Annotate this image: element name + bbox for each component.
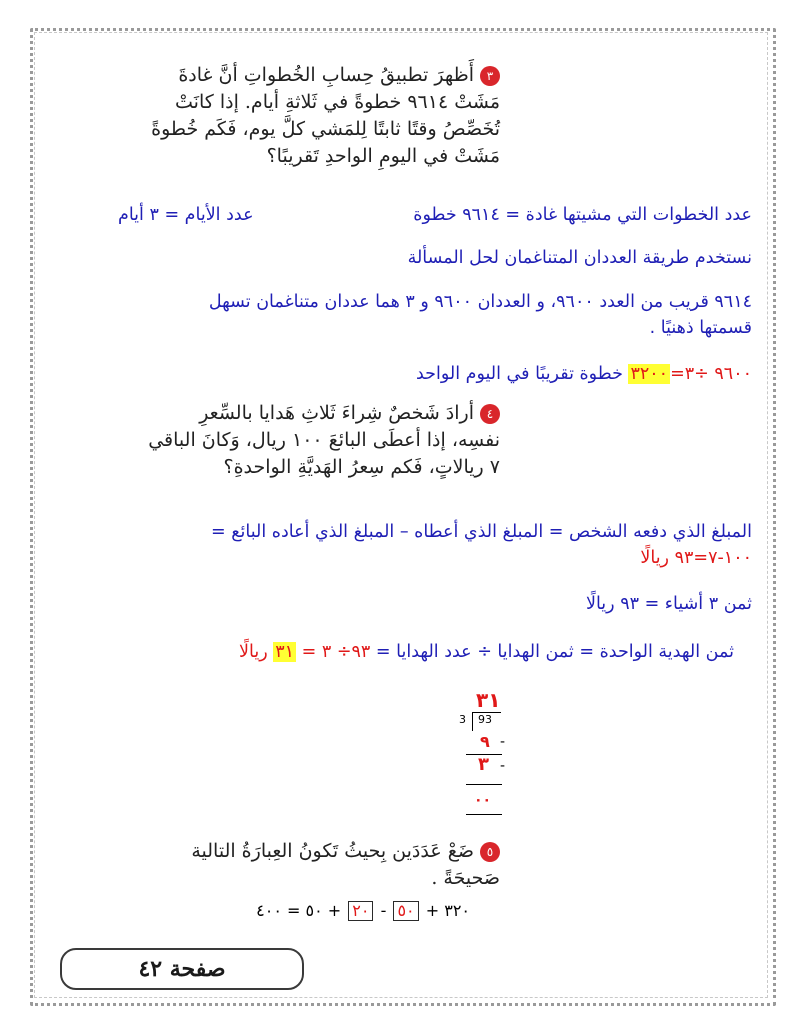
q3-calc-tail: خطوة تقريبًا في اليوم الواحد (415, 364, 623, 384)
division-divisor: 3 (459, 713, 466, 726)
question-3-line-1: ٣أَظهرَ تطبيقُ حِسابِ الخُطواتِ أنَّ غادةَ (140, 62, 500, 89)
q3-method: نستخدم طريقة العددان المتناغمان لحل المسألة (407, 248, 752, 268)
question-3-line-4: مَشَتْ في اليومِ الواحدِ تَقريبًا؟ (266, 145, 500, 167)
q5-eq-right: + ٥٠ = ٤٠٠ (256, 901, 342, 920)
division-dividend: 93 (478, 713, 492, 726)
q4-unit-expression: ٩٣÷ ٣ = (301, 642, 371, 662)
division-quotient: ٣١ (476, 688, 501, 712)
question-number-badge: ٤ (480, 404, 500, 424)
long-division (452, 688, 522, 828)
q3-given-days: عدد الأيام = ٣ أيام (118, 205, 254, 225)
q4-unit-tail: ريالًا (239, 642, 268, 662)
q3-calc-expression: ٩٦٠٠ ÷٣= (670, 364, 752, 384)
q5-answer-box-1[interactable]: ٥٠ (393, 901, 418, 921)
question-3-line-2: مَشَتْ ٩٦١٤ خطوةً في ثَلاثةِ أيام. إذا كانَتْ (175, 91, 500, 113)
q4-price-three: ثمن ٣ أشياء = ٩٣ ريالًا (585, 594, 752, 614)
q3-given-steps: عدد الخطوات التي مشيتها غادة = ٩٦١٤ خطوة (413, 205, 752, 225)
division-minus-1: - (500, 734, 506, 750)
q3-calc-result: ٣٢٠٠ (630, 364, 669, 384)
q4-paid-value: ١٠٠-٧=٩٣ ريالًا (640, 548, 752, 568)
q5-eq-mid: - (380, 901, 387, 920)
division-remainder: ٠٠ (474, 792, 492, 808)
q5-equation (256, 901, 470, 921)
question-3-line-3: تُخَصِّصُ وقتًا ثابتًا لِلمَشي كلَّ يوم، فَكَم خُطوةً (151, 118, 500, 140)
question-number-badge: ٣ (480, 66, 500, 86)
question-4-line-2: نفسِه، إذا أعطَى البائعَ ١٠٠ ريال، وَكانَ الباقي (148, 429, 500, 451)
page-number-label: صفحة ٤٢ (60, 948, 304, 990)
question-4-line-1: ٤أرادَ شَخصٌ شِراءَ ثَلاثِ هَدايا بالسِّعرِ (140, 400, 500, 427)
division-minus-2: - (500, 758, 506, 774)
q3-calculation (416, 362, 752, 387)
question-5-line-1: ٥ضَعْ عَدَدَين بِحيثُ تَكونُ العِبارَةُ التالية (140, 838, 500, 865)
question-4 (140, 400, 500, 481)
q4-unit-price (239, 640, 734, 665)
question-number-badge: ٥ (480, 842, 500, 862)
division-step-1: ٩ (480, 732, 490, 751)
q4-unit-result: ٣١ (275, 642, 295, 662)
question-3 (140, 62, 500, 170)
q5-eq-left: ٣٢٠ + (425, 901, 470, 920)
question-5 (140, 838, 500, 892)
q4-paid-line: المبلغ الذي دفعه الشخص = المبلغ الذي أعطاه – المبلغ الذي أعاده البائع = (211, 522, 752, 542)
question-4-line-3: ٧ ريالاتٍ، فَكم سِعرُ الهَديَّةِ الواحدةِ؟ (223, 456, 500, 478)
q3-explanation-1: ٩٦١٤ قريب من العدد ٩٦٠٠، و العددان ٩٦٠٠ و ٣ هما عددان متناغمان تسهل (208, 292, 752, 312)
q5-answer-box-2[interactable]: ٢٠ (348, 901, 373, 921)
division-line-2 (466, 784, 502, 785)
division-line-3 (466, 814, 502, 815)
question-5-line-2: صَحيحَةً . (431, 867, 500, 889)
q4-unit-line: ثمن الهدية الواحدة = ثمن الهدايا ÷ عدد الهدايا = (375, 642, 734, 662)
q3-explanation-2: قسمتها ذهنيًا . (649, 318, 752, 338)
division-step-2: ٣ (478, 754, 489, 775)
